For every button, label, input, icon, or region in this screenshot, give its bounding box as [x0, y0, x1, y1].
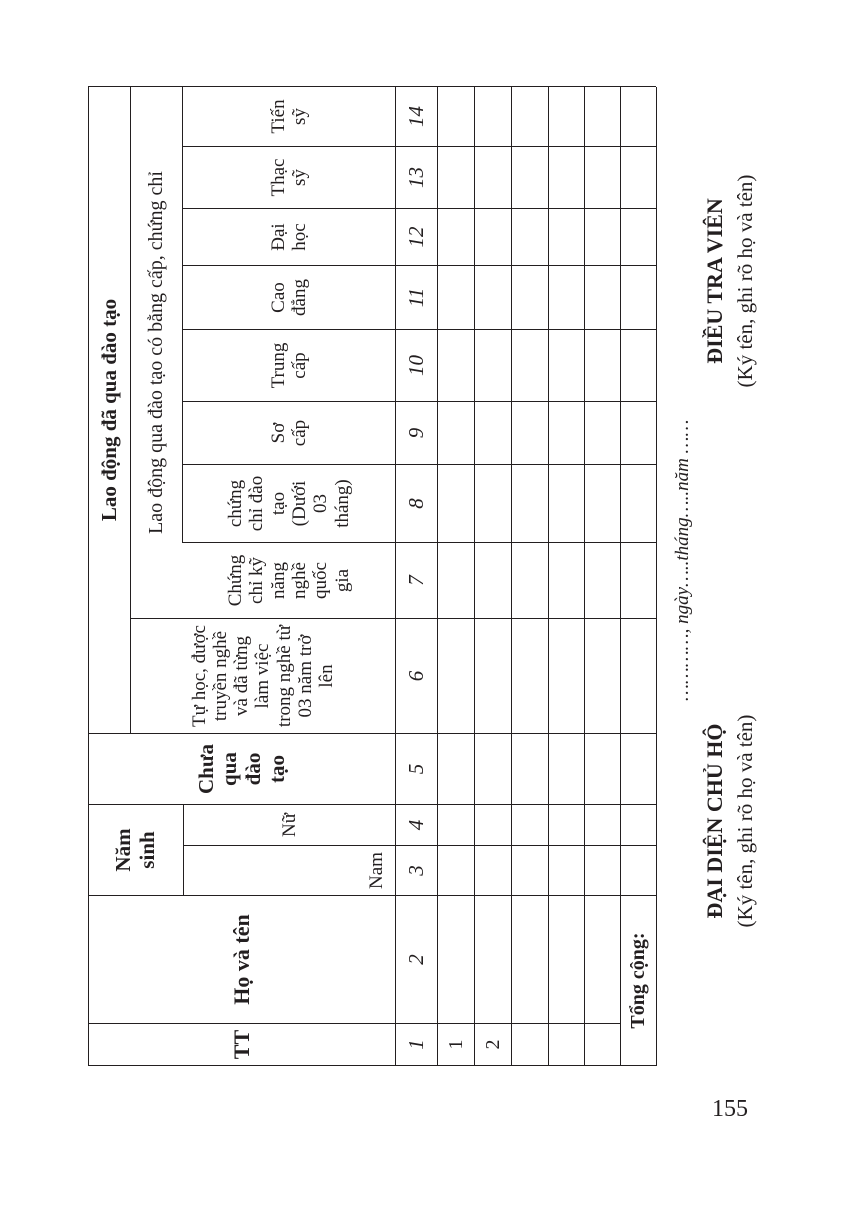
header-university: Đại học [267, 223, 310, 251]
header-trained-group: Lao động đã qua đào tạo [96, 298, 121, 522]
header-elementary: Sơ cấp [267, 419, 310, 447]
grid-line [584, 87, 585, 1066]
grid-line [548, 87, 549, 1066]
header-self-taught: Tự học, được truyền nghề và đã từng làm việc trong nghề từ 03 năm trở lên [188, 624, 338, 728]
header-male: Nam [365, 852, 387, 889]
total-label: Tổng cộng: [627, 932, 650, 1029]
table-row: 1 [444, 1039, 467, 1050]
column-number: 11 [403, 287, 428, 308]
date-line: …………, ngày…..tháng…..năm …… [672, 419, 693, 701]
column-number: 8 [403, 498, 428, 509]
column-number: 7 [403, 575, 428, 586]
header-college: Cao đẳng [267, 279, 310, 316]
column-number: 6 [403, 670, 428, 682]
header-name: Họ và tên [228, 914, 254, 1005]
column-number: 12 [403, 226, 428, 248]
header-tt: TT [228, 1029, 254, 1060]
grid-line [511, 87, 512, 1066]
grid-line [656, 87, 657, 1066]
header-short-course-cert: chứng chỉ đào tạo (Dưới 03 tháng) [225, 475, 353, 532]
surveyor-note: (Ký tên, ghi rõ họ và tên) [732, 174, 757, 388]
page-number: 155 [712, 1096, 748, 1122]
header-birth-year: Năm sinh [111, 828, 159, 872]
header-intermediate: Trung cấp [267, 342, 310, 389]
household-title: ĐẠI DIỆN CHỦ HỘ [702, 723, 727, 919]
header-doctor: Tiến sỹ [267, 99, 310, 134]
grid-line [437, 87, 438, 1066]
header-national-skill-cert: Chứng chỉ kỹ năng nghề quốc gia [225, 554, 353, 607]
column-number: 4 [403, 819, 428, 831]
column-number: 10 [403, 355, 428, 376]
table-row [512, 1024, 548, 1065]
table-row [585, 1024, 620, 1065]
table-row: 2 [481, 1039, 504, 1050]
column-number: 13 [403, 167, 428, 188]
header-certified-group: Lao động qua đào tạo có bằng cấp, chứng chỉ [145, 171, 168, 534]
header-female: Nữ [278, 812, 300, 838]
column-number: 1 [403, 1039, 428, 1050]
column-number: 9 [403, 427, 428, 439]
header-master: Thạc sỹ [267, 158, 310, 197]
grid-line [474, 87, 475, 1066]
column-number: 3 [403, 865, 428, 876]
table-row [549, 1024, 584, 1065]
column-number: 5 [403, 763, 428, 775]
household-note: (Ký tên, ghi rõ họ và tên) [732, 714, 757, 928]
surveyor-signature [700, 101, 760, 461]
column-number: 14 [403, 106, 428, 127]
grid-line [88, 1065, 656, 1066]
household-signature [700, 611, 760, 1031]
header-untrained: Chưa qua đào tạo [193, 744, 289, 794]
surveyor-title: ĐIỀU TRA VIÊN [702, 198, 727, 364]
column-number: 2 [403, 954, 428, 965]
